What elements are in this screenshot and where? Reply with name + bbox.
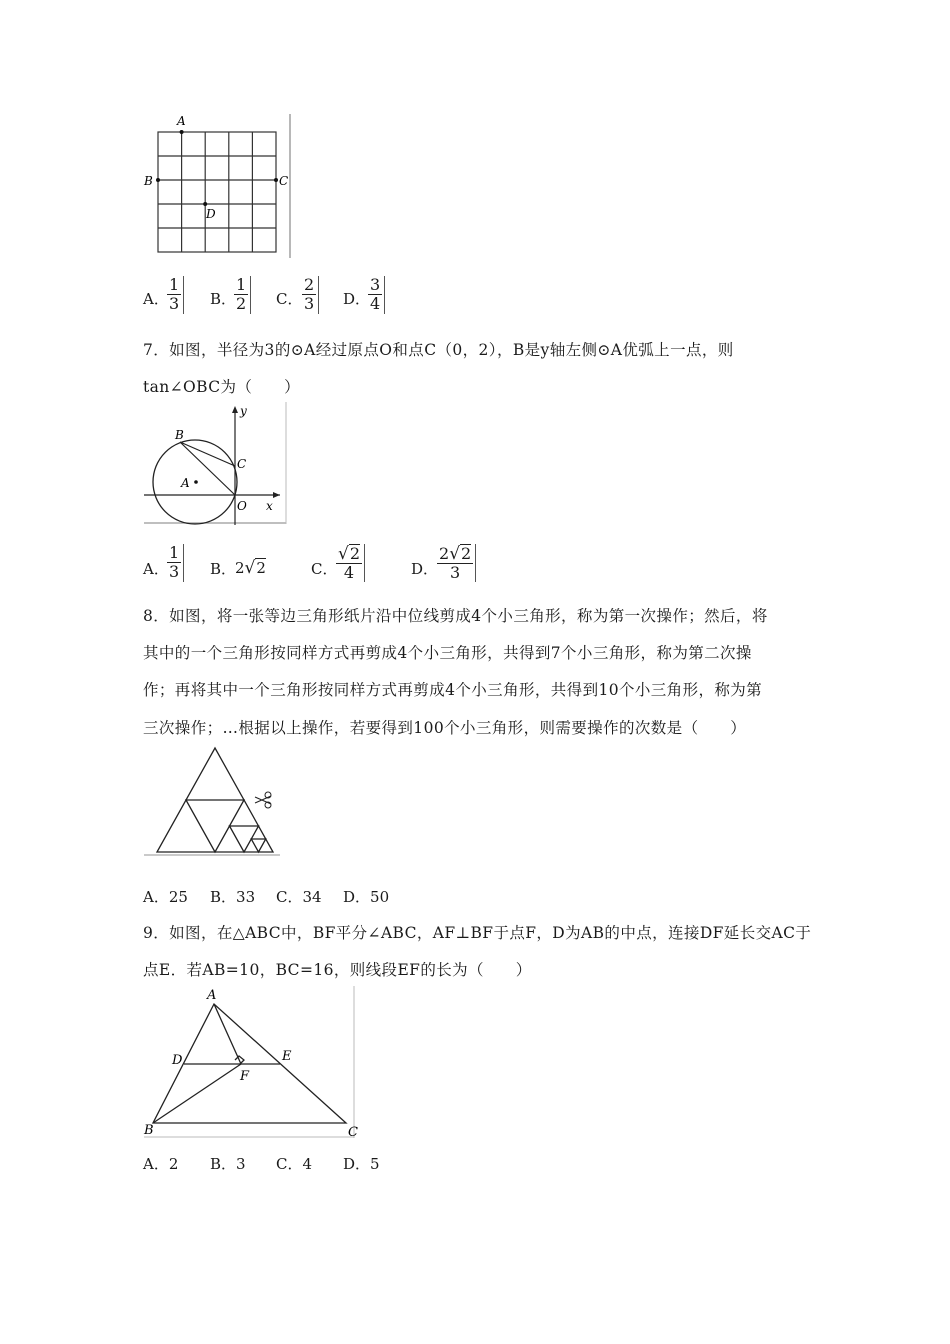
q6-choices: [143, 276, 443, 320]
point-label-a: A: [177, 114, 186, 128]
q7-choice-d-fraction: $\frac{2√2}{3}$: [437, 544, 473, 582]
q7-choice-b-value: 2√2: [235, 558, 266, 578]
q6-choice-d-fraction: $\frac{3}{4}$: [368, 276, 382, 313]
q6-choice-d-letter: D．: [343, 290, 371, 308]
q9-text-line-2: 点E．若AB=10，BC=16，则线段EF的长为（ ）: [143, 961, 532, 979]
q6-choice-b-fraction: $\frac{1}{2}$: [234, 276, 248, 313]
center-label-a: A: [181, 476, 190, 490]
q7-choice-b-letter: B．: [210, 560, 237, 578]
q8-choice-d: D．50: [343, 888, 390, 906]
q7-choice-a-letter: A．: [143, 560, 169, 578]
q6-grid-figure: [140, 112, 295, 260]
q9-triangle-figure: [140, 984, 364, 1142]
q9-choice-c: C．4: [276, 1155, 313, 1173]
q8-choice-b: B．33: [210, 888, 256, 906]
q8-triangle-figure: [140, 742, 282, 860]
q9-choice-d: D．5: [343, 1155, 380, 1173]
q8-text-line-3: 作；再将其中一个三角形按同样方式再剪成4个小三角形，共得到10个小三角形，称为第: [143, 681, 763, 699]
q9-choices: [143, 1153, 443, 1173]
point-label-d: D: [206, 207, 216, 221]
q8-choice-c: C．34: [276, 888, 322, 906]
vertex-label-a: A: [207, 988, 217, 1003]
point-label-e: E: [282, 1049, 292, 1064]
scissors-icon: [255, 792, 271, 808]
point-label-c: C: [279, 174, 289, 188]
q6-choice-a-letter: A．: [143, 290, 169, 308]
q6-choice-b-letter: B．: [210, 290, 237, 308]
q9-choice-a: A．2: [143, 1155, 179, 1173]
q9-choice-b: B．3: [210, 1155, 246, 1173]
origin-label-o: O: [237, 499, 247, 513]
q8-text-line-1: 8．如图，将一张等边三角形纸片沿中位线剪成4个小三角形，称为第一次操作；然后，将: [143, 607, 768, 625]
q7-choice-d-letter: D．: [411, 560, 439, 578]
q8-choices: [143, 886, 443, 906]
q7-choices: [143, 544, 503, 588]
q7-text-line-1: 7．如图，半径为3的⊙A经过原点O和点C（0，2），B是y轴左侧⊙A优弧上一点，则: [143, 341, 734, 359]
q6-choice-c-letter: C．: [276, 290, 303, 308]
q8-text-line-2: 其中的一个三角形按同样方式再剪成4个小三角形，共得到7个小三角形，称为第二次操: [143, 644, 752, 662]
point-label-f: F: [240, 1069, 250, 1084]
q9-text-line-1: 9．如图，在△ABC中，BF平分∠ABC，AF⊥BF于点F，D为AB的中点，连接DF延长交AC于: [143, 924, 812, 942]
q8-choice-a: A．25: [143, 888, 188, 906]
q6-choice-a-fraction: $\frac{1}{3}$: [167, 276, 181, 313]
axis-label-y: y: [240, 404, 247, 418]
axis-label-x: x: [266, 499, 273, 513]
q6-choice-c-fraction: $\frac{2}{3}$: [302, 276, 316, 313]
q7-choice-a-fraction: $\frac{1}{3}$: [167, 544, 181, 581]
point-label-b: B: [144, 174, 153, 188]
point-label-c: C: [237, 457, 247, 471]
q7-choice-c-fraction: $\frac{√2}{4}$: [336, 544, 362, 582]
q7-text-line-2: tan∠OBC为（ ）: [143, 378, 300, 396]
q8-text-line-4: 三次操作；…根据以上操作，若要得到100个小三角形，则需要操作的次数是（ ）: [143, 719, 747, 737]
point-label-d: D: [172, 1053, 183, 1068]
q7-choice-c-letter: C．: [311, 560, 338, 578]
point-label-b: B: [175, 428, 184, 442]
grid-border: [158, 132, 276, 252]
q7-circle-figure: [140, 400, 290, 528]
vertex-label-b: B: [144, 1123, 154, 1138]
vertex-label-c: C: [348, 1125, 358, 1140]
